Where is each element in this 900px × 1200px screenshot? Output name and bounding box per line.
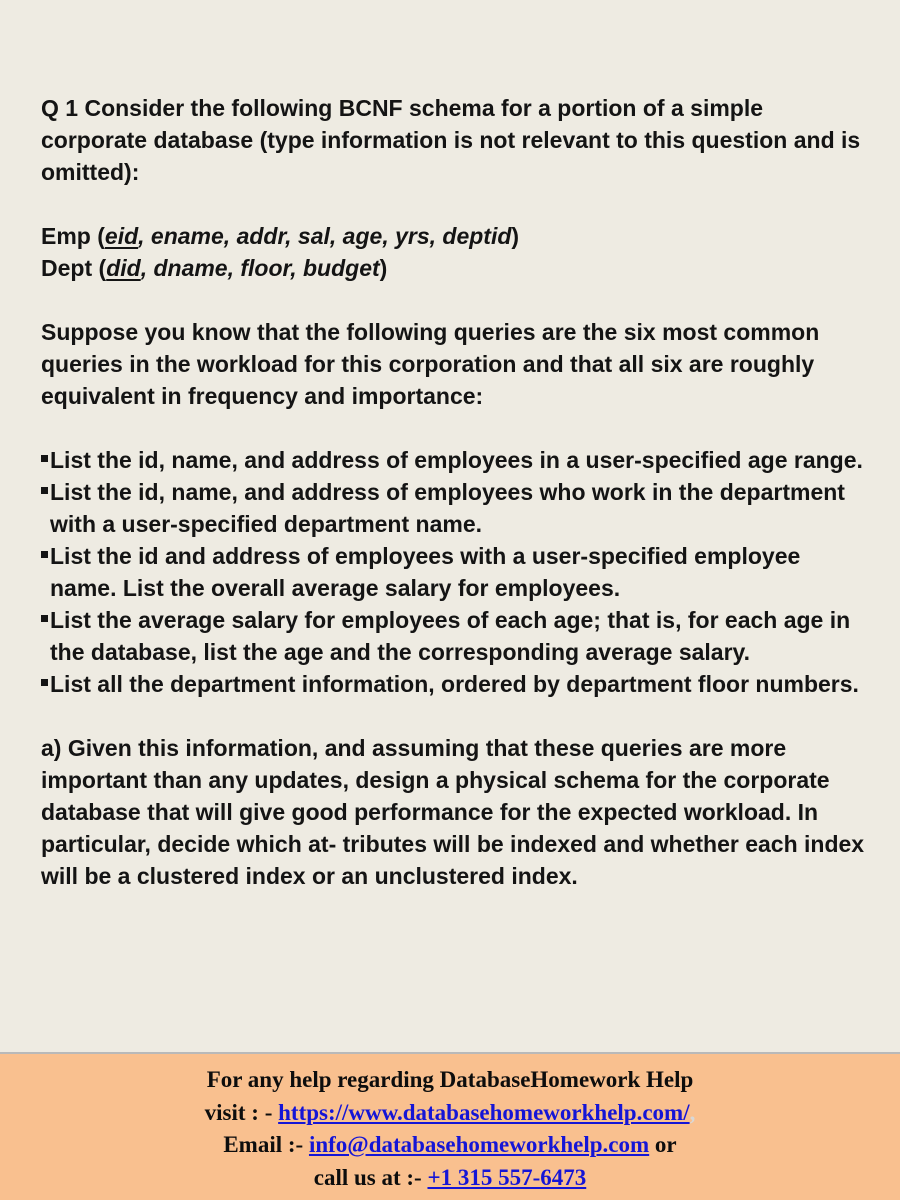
question-intro: Q 1 Consider the following BCNF schema for a portion of a simple corporate database (type information is not relevant to this question and is omitted): (41, 95, 861, 185)
query-text: List the average salary for employees of each age; that is, for each age in the database, list the age and the corresponding average salary. (50, 607, 851, 665)
query-text: List the id, name, and address of employees in a user-specified age range. (50, 447, 863, 473)
query-item (41, 604, 871, 668)
square-bullet-icon (41, 615, 48, 622)
square-bullet-icon (41, 551, 48, 558)
square-bullet-icon (41, 455, 48, 462)
email-link[interactable]: info@databasehomeworkhelp.com (308, 1132, 650, 1157)
email-label: Email :- (223, 1132, 309, 1157)
square-bullet-icon (41, 487, 48, 494)
query-text: List all the department information, ordered by department floor numbers. (50, 671, 859, 697)
schema-block (41, 220, 871, 284)
emp-relation-name: Emp (41, 223, 91, 249)
website-link[interactable]: https://www.databasehomeworkhelp.com/ (278, 1099, 690, 1125)
square-bullet-icon (41, 679, 48, 686)
dept-attributes: , dname, floor, budget (140, 255, 380, 281)
query-list (41, 444, 871, 700)
query-item (41, 476, 871, 540)
footer-visit-line (0, 1097, 900, 1130)
footer-email-line (0, 1129, 900, 1162)
query-item (41, 668, 871, 700)
dept-schema: Dept (did, dname, floor, budget) (41, 255, 388, 281)
emp-attributes: , ename, addr, sal, age, yrs, deptid (138, 223, 512, 249)
question-content (41, 92, 871, 892)
workload-intro: Suppose you know that the following queries are the six most common queries in the workload for this corporation and that all six are roughly equivalent in frequency and importance: (41, 319, 820, 409)
query-text: List the id, name, and address of employees who work in the department with a user-specified department name. (50, 479, 845, 537)
dept-primary-key: did (106, 255, 141, 281)
footer-call-line (0, 1162, 900, 1195)
phone-link[interactable]: +1 315 557-6473 (427, 1164, 587, 1190)
footer-help-line: For any help regarding DatabaseHomework Help (206, 1067, 694, 1092)
email-suffix: or (649, 1132, 677, 1157)
emp-primary-key: eid (104, 223, 139, 249)
comma: , (689, 1099, 696, 1125)
dept-relation-name: Dept (41, 255, 93, 281)
query-item (41, 540, 871, 604)
query-text: List the id and address of employees with a user-specified employee name. List the overall average salary for employees. (50, 543, 801, 601)
contact-footer (0, 1052, 900, 1200)
query-item (41, 444, 871, 476)
part-a-question: a) Given this information, and assuming that these queries are more important than any updates, design a physical schema for the corporate database that will give good performance for the expected workload. In particular, decide which at- tributes will be indexed and whether each index will be a clustered index or an unclustered index. (41, 735, 865, 889)
call-label: call us at :- (313, 1164, 428, 1190)
visit-label: visit : - (204, 1099, 279, 1125)
emp-schema: Emp (eid, ename, addr, sal, age, yrs, deptid) (41, 223, 520, 249)
